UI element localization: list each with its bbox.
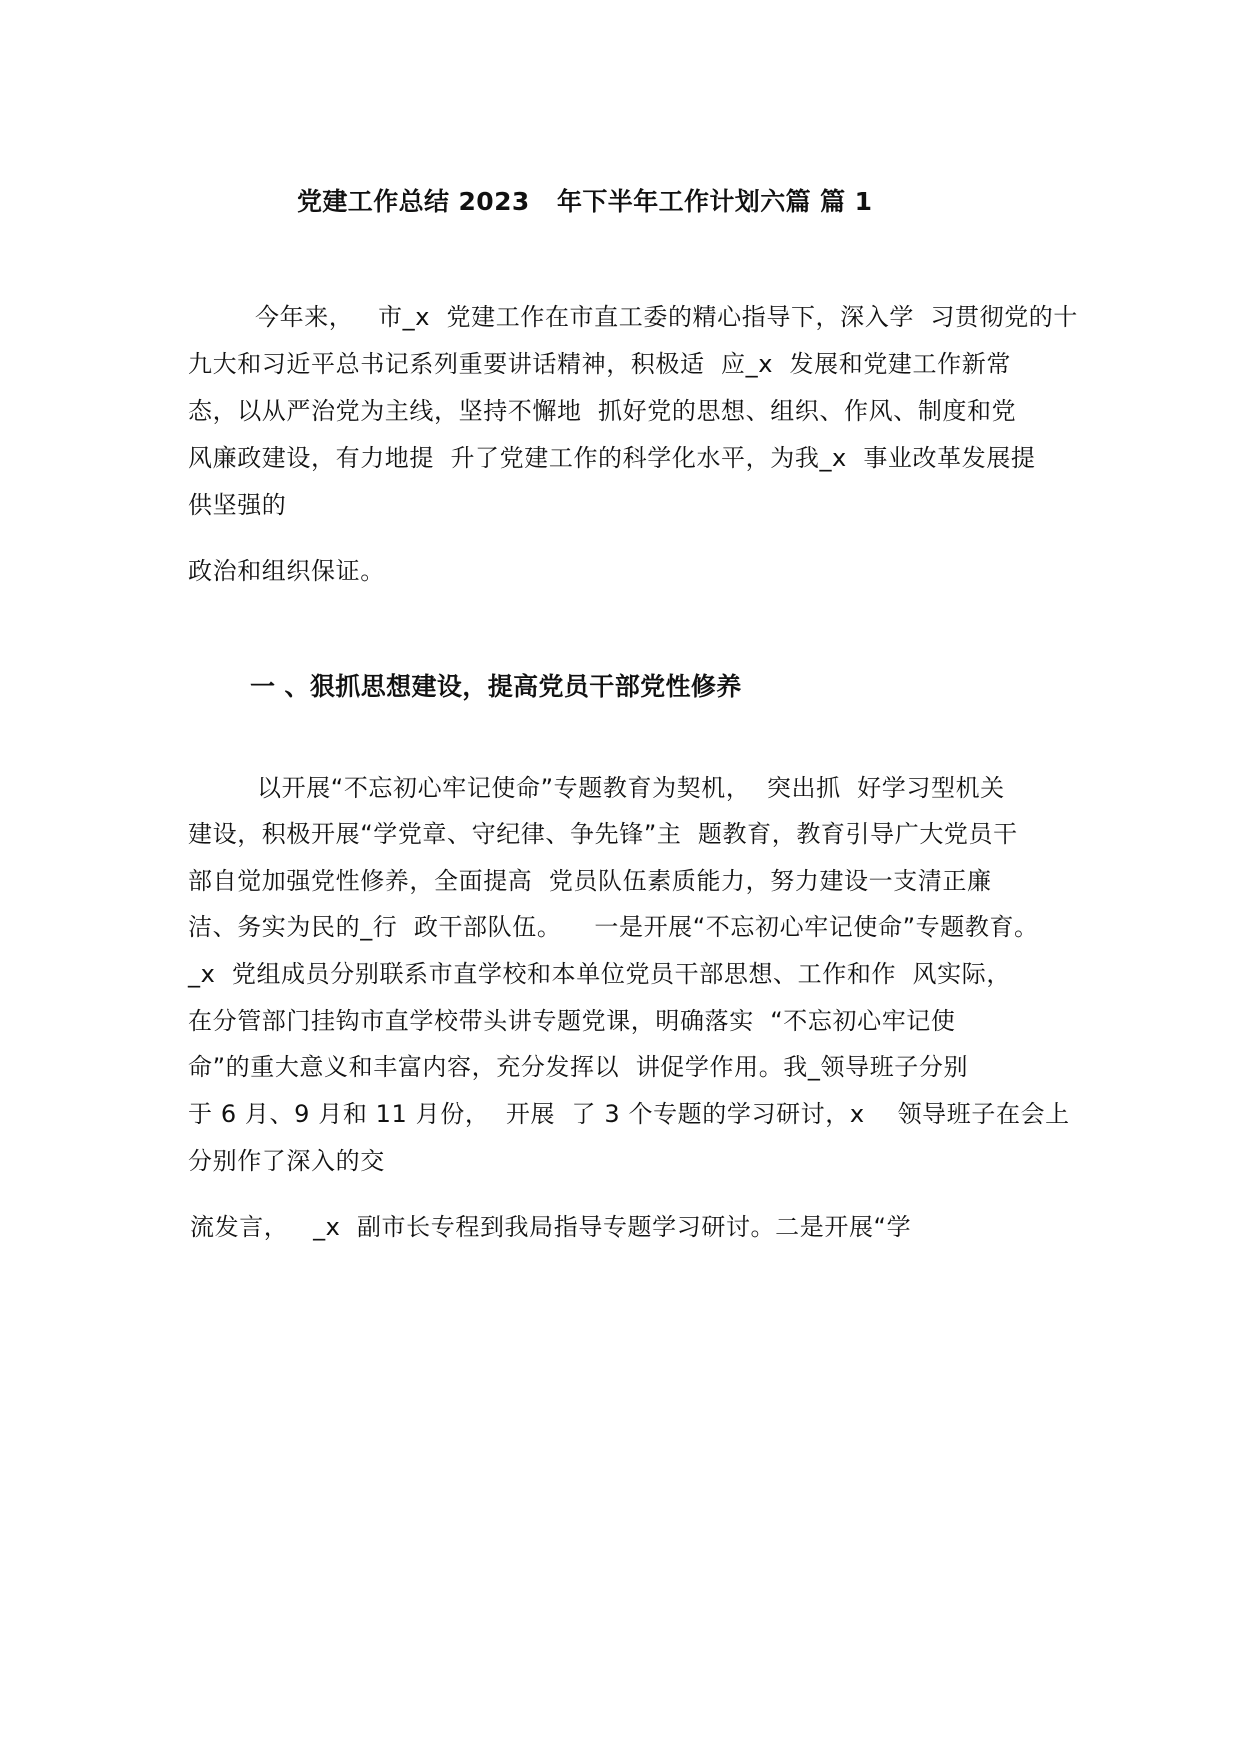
paragraph2-line-8: 于 6 月、9 月和 11 月份， 开展 了 3 个专题的学习研讨，x 领导班子在会上 bbox=[188, 1100, 1070, 1128]
paragraph1-tail: 政治和组织保证。 bbox=[188, 557, 385, 585]
paragraph1-line-4: 风廉政建设，有力地提 升了党建工作的科学化水平，为我_x 事业改革发展提 bbox=[188, 444, 1036, 472]
paragraph2-tail: 流发言， _x 副市长专程到我局指导专题学习研讨。二是开展“学 bbox=[190, 1213, 912, 1241]
paragraph2-line-7: 命”的重大意义和丰富内容，充分发挥以 讲促学作用。我_领导班子分别 bbox=[188, 1053, 969, 1081]
document-title: 党建工作总结 2023 年下半年工作计划六篇 篇 1 bbox=[297, 187, 873, 216]
paragraph1-line-1: 今年来， 市_x 党建工作在市直工委的精心指导下，深入学 习贯彻党的十 bbox=[255, 303, 1079, 331]
paragraph2-line-2: 建设，积极开展“学党章、守纪律、争先锋”主 题教育，教育引导广大党员干 bbox=[188, 820, 1018, 848]
paragraph2-line-1: 以开展“不忘初心牢记使命”专题教育为契机， 突出抓 好学习型机关 bbox=[257, 774, 1005, 802]
paragraph2-line-4: 洁、务实为民的_行 政干部队伍。 一是开展“不忘初心牢记使命”专题教育。 bbox=[188, 913, 1039, 941]
paragraph1-line-2: 九大和习近平总书记系列重要讲话精神，积极适 应_x 发展和党建工作新常 bbox=[188, 350, 1011, 378]
paragraph1-line-3: 态，以从严治党为主线，坚持不懈地 抓好党的思想、组织、作风、制度和党 bbox=[188, 397, 1017, 425]
paragraph2-line-3: 部自觉加强党性修养，全面提高 党员队伍素质能力，努力建设一支清正廉 bbox=[188, 867, 992, 895]
paragraph2-line-5: _x 党组成员分别联系市直学校和本单位党员干部思想、工作和作 风实际， bbox=[188, 960, 1011, 988]
paragraph2-line-9: 分别作了深入的交 bbox=[188, 1147, 385, 1175]
section-heading-1: 一 、狠抓思想建设，提高党员干部党性修养 bbox=[250, 672, 742, 701]
paragraph2-line-6: 在分管部门挂钩市直学校带头讲专题党课，明确落实 “不忘初心牢记使 bbox=[188, 1007, 956, 1035]
paragraph1-line-5: 供坚强的 bbox=[188, 491, 287, 519]
